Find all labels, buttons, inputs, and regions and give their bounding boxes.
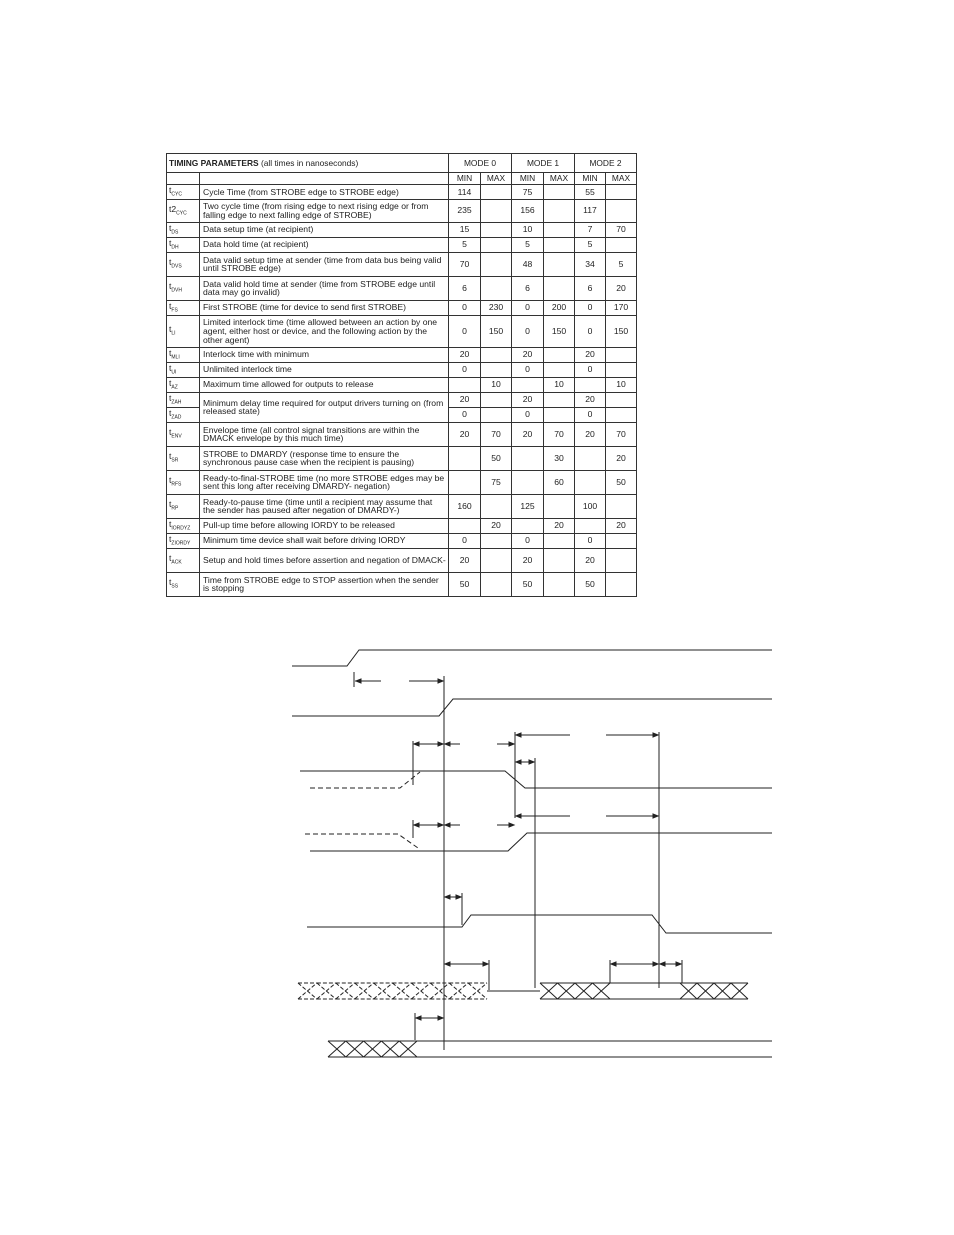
signal-1-waveform: [292, 650, 772, 666]
param-description: Ready-to-final-STROBE time (no more STROBE edges may be sent this long after receiving DMARDY- negation): [200, 470, 449, 494]
param-value: 0: [575, 362, 606, 377]
param-value: 70: [606, 422, 637, 446]
param-value: 0: [512, 362, 544, 377]
bus-crosshatch-segment: [364, 1041, 382, 1057]
max-header: MAX: [481, 173, 512, 185]
mode-0-header: MODE 0: [449, 154, 512, 173]
param-value: 20: [606, 518, 637, 533]
bus-crosshatch-segment: [680, 983, 697, 999]
param-symbol-main: t2: [169, 203, 177, 214]
param-value: 20: [544, 518, 575, 533]
param-value: 150: [606, 315, 637, 347]
param-symbol-sub: RP: [171, 506, 179, 513]
param-value: 5: [575, 237, 606, 252]
param-symbol-main: t: [169, 427, 172, 438]
param-symbol-main: t: [169, 300, 172, 311]
param-value: 10: [606, 377, 637, 392]
param-value: 70: [606, 222, 637, 237]
param-symbol-sub: DVH: [171, 288, 182, 295]
param-value: 0: [575, 407, 606, 422]
param-value: 6: [449, 276, 481, 300]
param-description: Unlimited interlock time: [200, 362, 449, 377]
param-description: Setup and hold times before assertion and negation of DMACK-: [200, 548, 449, 572]
param-value: 0: [512, 300, 544, 315]
param-value: 20: [512, 422, 544, 446]
param-symbol-sub: DS: [171, 229, 179, 236]
param-symbol-sub: IORDYZ: [171, 525, 191, 532]
param-value: 230: [481, 300, 512, 315]
bus-crosshatch-segment: [714, 983, 731, 999]
param-value: 5: [449, 237, 481, 252]
param-value: 156: [512, 199, 544, 222]
signal-7-bus-line: [417, 1041, 772, 1057]
signal-4-dashed: [305, 834, 418, 848]
param-symbol-sub: MLI: [171, 354, 180, 361]
param-symbol-sub: DVS: [171, 264, 182, 271]
param-value: 125: [512, 494, 544, 518]
param-symbol-main: t: [169, 407, 172, 418]
bus-crosshatch-segment: [449, 983, 468, 999]
param-value: 15: [449, 222, 481, 237]
param-symbol-main: t: [169, 533, 172, 544]
param-symbol-sub: DH: [171, 244, 179, 251]
param-symbol-main: t: [169, 222, 172, 233]
param-symbol-main: t: [169, 324, 172, 335]
param-value: 5: [606, 252, 637, 276]
signal-5-waveform: [307, 915, 772, 933]
param-value: 0: [512, 533, 544, 548]
param-symbol-sub: UI: [171, 369, 177, 376]
param-value: 50: [606, 470, 637, 494]
bus-crosshatch-segment: [374, 983, 393, 999]
param-description: Interlock time with minimum: [200, 347, 449, 362]
param-value: 20: [575, 392, 606, 407]
param-value: 0: [512, 407, 544, 422]
bus-crosshatch-segment: [575, 983, 593, 999]
param-value: 50: [575, 572, 606, 596]
param-symbol-sub: ZAD: [171, 414, 182, 421]
param-symbol-sub: SR: [171, 458, 179, 465]
min-header: MIN: [449, 173, 481, 185]
param-value: 10: [544, 377, 575, 392]
param-value: 7: [575, 222, 606, 237]
param-value: 20: [449, 422, 481, 446]
param-description: Minimum delay time required for output drivers turning on (from released state): [200, 392, 449, 422]
param-symbol-sub: ENV: [171, 434, 182, 441]
min-header: MIN: [512, 173, 544, 185]
bus-crosshatch-segment: [593, 983, 611, 999]
param-value: 0: [449, 533, 481, 548]
param-description: Cycle Time (from STROBE edge to STROBE edge): [200, 185, 449, 200]
bus-crosshatch-segment: [731, 983, 748, 999]
param-value: 0: [575, 300, 606, 315]
param-value: 114: [449, 185, 481, 200]
param-symbol-main: t: [169, 185, 172, 195]
param-value: 0: [449, 315, 481, 347]
param-value: 70: [544, 422, 575, 446]
param-symbol-sub: RFS: [171, 482, 182, 489]
bus-crosshatch-segment: [317, 983, 336, 999]
param-description: Envelope time (all control signal transitions are within the DMACK envelope by this much time): [200, 422, 449, 446]
param-value: 20: [481, 518, 512, 533]
min-header: MIN: [575, 173, 606, 185]
param-value: 20: [606, 276, 637, 300]
param-value: 50: [449, 572, 481, 596]
param-description: Ready-to-pause time (time until a recipient may assume that the sender has paused after negation of DMARDY-): [200, 494, 449, 518]
param-value: 75: [481, 470, 512, 494]
param-description: Data valid hold time at sender (time from STROBE edge until data may go invalid): [200, 276, 449, 300]
param-value: 70: [449, 252, 481, 276]
param-symbol-main: t: [169, 281, 172, 292]
param-description: Data hold time (at recipient): [200, 237, 449, 252]
param-value: 20: [449, 548, 481, 572]
table-title-bold: TIMING PARAMETERS: [169, 157, 259, 168]
param-value: 200: [544, 300, 575, 315]
param-value: 20: [575, 347, 606, 362]
param-description: Minimum time device shall wait before driving IORDY: [200, 533, 449, 548]
param-value: 20: [512, 347, 544, 362]
param-value: 170: [606, 300, 637, 315]
param-value: 150: [481, 315, 512, 347]
mode-2-header: MODE 2: [575, 154, 637, 173]
param-symbol-main: t: [169, 553, 172, 564]
param-value: 20: [575, 548, 606, 572]
signal-3-waveform: [300, 771, 772, 788]
param-value: 6: [575, 276, 606, 300]
param-symbol-main: t: [169, 518, 172, 529]
table-title-note: (all times in nanoseconds): [258, 157, 359, 168]
param-symbol-sub: FS: [171, 307, 178, 314]
param-value: 10: [481, 377, 512, 392]
param-value: 75: [512, 185, 544, 200]
bus-crosshatch-segment: [381, 1041, 399, 1057]
param-value: 160: [449, 494, 481, 518]
param-value: 20: [449, 347, 481, 362]
param-value: 0: [512, 315, 544, 347]
param-value: 150: [544, 315, 575, 347]
param-value: 60: [544, 470, 575, 494]
param-description: Data valid setup time at sender (time from data bus being valid until STROBE edge): [200, 252, 449, 276]
param-value: 34: [575, 252, 606, 276]
param-symbol-sub: SS: [171, 584, 179, 591]
bus-crosshatch-segment: [430, 983, 449, 999]
param-value: 20: [606, 446, 637, 470]
mode-1-header: MODE 1: [512, 154, 575, 173]
signal-3-dashed: [310, 772, 420, 788]
param-value: 70: [481, 422, 512, 446]
param-description: Pull-up time before allowing IORDY to be released: [200, 518, 449, 533]
param-symbol-main: t: [169, 392, 172, 403]
bus-crosshatch-segment: [399, 1041, 417, 1057]
param-value: 50: [512, 572, 544, 596]
param-value: 30: [544, 446, 575, 470]
signal-7-bus: [328, 1041, 417, 1057]
param-symbol-main: t: [169, 377, 172, 388]
param-value: 0: [575, 315, 606, 347]
param-description: Limited interlock time (time allowed between an action by one agent, either host or device, and the following action by the other agent): [200, 315, 449, 347]
param-symbol-main: t: [169, 577, 172, 588]
param-value: 0: [575, 533, 606, 548]
param-symbol-sub: CYC: [171, 191, 182, 198]
bus-crosshatch-segment: [540, 983, 558, 999]
param-description: Maximum time allowed for outputs to release: [200, 377, 449, 392]
param-value: 5: [512, 237, 544, 252]
param-symbol-main: t: [169, 362, 172, 373]
max-header: MAX: [606, 173, 637, 185]
param-value: 0: [449, 362, 481, 377]
param-value: 117: [575, 199, 606, 222]
param-symbol-sub: ACK: [171, 560, 182, 567]
param-value: 48: [512, 252, 544, 276]
param-value: 20: [512, 548, 544, 572]
param-symbol-main: t: [169, 499, 172, 510]
signal-4-waveform: [310, 833, 772, 851]
param-symbol-main: t: [169, 451, 172, 462]
param-symbol-main: t: [169, 347, 172, 358]
param-value: 55: [575, 185, 606, 200]
signal-2-waveform: [292, 699, 772, 716]
param-symbol-main: t: [169, 257, 172, 268]
param-value: 0: [449, 407, 481, 422]
bus-crosshatch-segment: [328, 1041, 346, 1057]
bus-crosshatch-segment: [697, 983, 714, 999]
param-description: Data setup time (at recipient): [200, 222, 449, 237]
param-symbol-main: t: [169, 475, 172, 486]
bus-crosshatch-segment: [558, 983, 576, 999]
param-symbol-main: t: [169, 237, 172, 248]
bus-crosshatch-segment: [411, 983, 430, 999]
bus-crosshatch-segment: [393, 983, 412, 999]
param-description: Two cycle time (from rising edge to next rising edge or from falling edge to next falling edge of STROBE): [200, 199, 449, 222]
param-value: 0: [449, 300, 481, 315]
param-value: 6: [512, 276, 544, 300]
param-symbol-sub: ZIORDY: [171, 540, 191, 547]
param-value: 50: [481, 446, 512, 470]
bus-valid-segment: [610, 983, 680, 999]
max-header: MAX: [544, 173, 575, 185]
bus-crosshatch-segment: [355, 983, 374, 999]
bus-crosshatch-segment: [468, 983, 487, 999]
param-symbol-sub: ZAH: [171, 399, 182, 406]
param-description: Time from STROBE edge to STOP assertion when the sender is stopping: [200, 572, 449, 596]
bus-crosshatch-segment: [336, 983, 355, 999]
param-value: 10: [512, 222, 544, 237]
param-description: STROBE to DMARDY (response time to ensure the synchronous pause case when the recipient is pausing): [200, 446, 449, 470]
param-description: First STROBE (time for device to send first STROBE): [200, 300, 449, 315]
param-value: 20: [512, 392, 544, 407]
param-value: 235: [449, 199, 481, 222]
param-symbol-sub: LI: [171, 331, 176, 338]
param-value: 100: [575, 494, 606, 518]
param-value: 20: [575, 422, 606, 446]
param-symbol-sub: CYC: [176, 210, 187, 217]
bus-crosshatch-segment: [346, 1041, 364, 1057]
bus-crosshatch-segment: [298, 983, 317, 999]
param-symbol-sub: AZ: [171, 384, 178, 391]
param-value: 20: [449, 392, 481, 407]
